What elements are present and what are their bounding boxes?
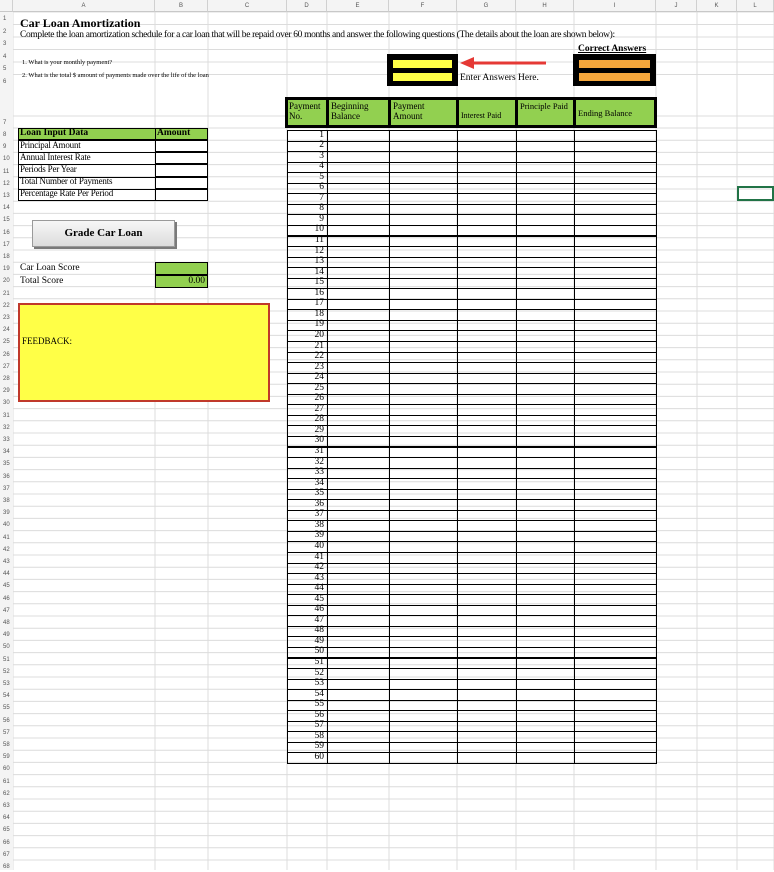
row-header[interactable]: 54: [3, 693, 10, 700]
column-header-b[interactable]: B: [155, 0, 208, 12]
row-header[interactable]: 14: [3, 205, 10, 212]
row-header[interactable]: 38: [3, 498, 10, 504]
question-1: 1. What is your monthly payment?: [22, 59, 113, 66]
payment-number: 16: [314, 287, 324, 298]
payment-number: 25: [314, 382, 324, 393]
row-header[interactable]: 40: [3, 522, 10, 529]
payment-number: 12: [314, 245, 324, 256]
answer-input-1[interactable]: [393, 60, 452, 68]
row-header[interactable]: 4: [3, 53, 7, 60]
payment-number: 37: [314, 509, 324, 520]
payment-number: 51: [314, 657, 324, 667]
payment-number: 42: [314, 562, 324, 573]
row-header[interactable]: 61: [3, 778, 10, 785]
row-header[interactable]: 20: [3, 278, 10, 285]
car-loan-score-cell: [155, 262, 208, 275]
column-header-d[interactable]: D: [287, 0, 327, 12]
loan-input-amount-cell[interactable]: [155, 140, 208, 152]
row-header[interactable]: 63: [3, 803, 10, 809]
schedule-cell[interactable]: [327, 752, 390, 764]
row-header[interactable]: 50: [3, 644, 10, 651]
payment-number: 56: [314, 709, 324, 720]
instructions-text: Complete the loan amortization schedule for a car loan that will be repaid over 60 months and answer the following questions (The details about the loan are shown below):: [20, 30, 615, 40]
payment-number: 34: [314, 477, 324, 488]
payment-number: 15: [314, 277, 324, 288]
loan-input-label: Total Number of Payments: [20, 176, 113, 187]
row-header[interactable]: 18: [3, 254, 10, 260]
column-header-g[interactable]: G: [457, 0, 516, 12]
payment-number: 18: [314, 308, 324, 319]
payment-number: 48: [314, 625, 324, 636]
row-header[interactable]: 16: [3, 229, 10, 236]
column-header-l[interactable]: L: [737, 0, 774, 12]
payment-number: 7: [319, 192, 324, 203]
row-header[interactable]: 64: [3, 815, 10, 822]
row-header[interactable]: 67: [3, 851, 10, 858]
correct-answer-2: [579, 73, 650, 81]
loan-input-row-line: [18, 152, 156, 164]
column-header-i[interactable]: I: [574, 0, 656, 12]
payment-number: 38: [314, 519, 324, 530]
car-loan-score-label: Car Loan Score: [20, 263, 80, 273]
row-header[interactable]: 48: [3, 620, 10, 626]
payment-number: 33: [314, 467, 324, 478]
feedback-label: FEEDBACK:: [22, 336, 73, 346]
row-header[interactable]: 9: [3, 144, 7, 151]
answer-input-2[interactable]: [393, 73, 452, 81]
row-header[interactable]: 11: [3, 168, 10, 175]
row-header[interactable]: 57: [3, 729, 10, 736]
selected-cell[interactable]: [737, 186, 774, 201]
select-all-corner[interactable]: [0, 0, 13, 12]
payment-number: 17: [314, 298, 324, 309]
payment-number: 45: [314, 593, 324, 604]
row-header[interactable]: 59: [3, 754, 10, 761]
row-header[interactable]: 49: [3, 632, 10, 639]
column-header-e[interactable]: E: [327, 0, 389, 12]
row-header[interactable]: 43: [3, 559, 10, 565]
beginning-balance-header: Beginning Balance: [326, 97, 391, 128]
row-header[interactable]: 51: [3, 656, 10, 663]
row-header[interactable]: 27: [3, 363, 10, 370]
payment-number: 43: [314, 572, 324, 583]
row-header[interactable]: 30: [3, 400, 10, 407]
payment-number: 13: [314, 256, 324, 267]
amount-header: Amount: [157, 128, 191, 138]
row-header[interactable]: 26: [3, 351, 10, 358]
row-header[interactable]: 60: [3, 766, 10, 773]
interest-paid-header: Interest Paid: [456, 97, 518, 128]
payment-number: 10: [314, 224, 324, 235]
payment-number: 36: [314, 498, 324, 509]
enter-answers-label: Enter Answers Here.: [460, 73, 539, 83]
payment-number: 52: [314, 667, 324, 678]
payment-number: 55: [314, 699, 324, 710]
loan-input-amount-cell[interactable]: [155, 177, 208, 189]
row-header[interactable]: 52: [3, 668, 10, 675]
row-header[interactable]: 25: [3, 339, 10, 346]
row-header[interactable]: 68: [3, 864, 10, 870]
row-header[interactable]: 3: [3, 41, 7, 47]
row-header[interactable]: 65: [3, 827, 10, 834]
loan-input-amount-cell[interactable]: [155, 189, 208, 201]
column-header-f[interactable]: F: [389, 0, 457, 12]
payment-number: 19: [314, 319, 324, 330]
payment-number: 27: [314, 403, 324, 414]
payment-number: 20: [314, 329, 324, 340]
row-header[interactable]: 33: [3, 437, 10, 443]
loan-input-label: Annual Interest Rate: [20, 151, 91, 162]
row-header[interactable]: 62: [3, 790, 10, 797]
row-header[interactable]: 15: [3, 217, 10, 224]
row-header[interactable]: 44: [3, 571, 10, 578]
row-header[interactable]: 45: [3, 583, 10, 590]
payment-number: 5: [319, 171, 324, 182]
row-header[interactable]: 23: [3, 315, 10, 321]
row-header[interactable]: 22: [3, 302, 10, 309]
row-header[interactable]: 2: [3, 28, 7, 35]
loan-input-row-line: [18, 164, 156, 176]
row-header[interactable]: 29: [3, 388, 10, 395]
row-header[interactable]: 19: [3, 266, 10, 273]
row-header[interactable]: 56: [3, 717, 10, 724]
loan-input-row-line: [18, 177, 156, 189]
total-score-value: 0.00: [188, 276, 205, 286]
column-header-j[interactable]: J: [656, 0, 697, 12]
payment-number: 4: [319, 161, 324, 172]
row-header[interactable]: 41: [3, 534, 10, 541]
row-header[interactable]: 6: [3, 78, 7, 85]
payment-no-header: Payment No.: [285, 97, 329, 128]
payment-number: 24: [314, 372, 324, 383]
column-header-k[interactable]: K: [697, 0, 737, 12]
row-header[interactable]: 5: [3, 66, 7, 72]
payment-number: 23: [314, 361, 324, 372]
row-header[interactable]: 31: [3, 412, 10, 419]
principle-paid-header: Principle Paid: [515, 97, 576, 128]
total-score-label: Total Score: [20, 276, 64, 286]
column-header-h[interactable]: H: [516, 0, 574, 12]
row-header[interactable]: 13: [3, 193, 10, 199]
payment-number: 44: [314, 583, 324, 594]
row-header[interactable]: 1: [3, 16, 7, 22]
loan-input-header: Loan Input Data: [20, 128, 89, 138]
payment-number: 14: [314, 266, 324, 277]
loan-input-label: Periods Per Year: [20, 163, 77, 174]
payment-number: 46: [314, 604, 324, 615]
row-header[interactable]: 28: [3, 376, 10, 382]
row-header[interactable]: 39: [3, 510, 10, 517]
row-header[interactable]: 10: [3, 156, 10, 163]
row-header[interactable]: 47: [3, 607, 10, 614]
payment-number: 29: [314, 424, 324, 435]
payment-number: 39: [314, 530, 324, 541]
row-header[interactable]: 37: [3, 485, 10, 492]
row-header[interactable]: 34: [3, 449, 10, 456]
schedule-cell[interactable]: [574, 752, 657, 764]
payment-number: 35: [314, 488, 324, 499]
answer-box-group: [387, 54, 458, 86]
payment-number: 9: [319, 213, 324, 224]
payment-number: 47: [314, 614, 324, 625]
payment-number: 40: [314, 540, 324, 551]
row-header[interactable]: 46: [3, 595, 10, 602]
payment-number: 6: [319, 182, 324, 193]
sheet-title: Car Loan Amortization: [20, 16, 141, 30]
feedback-box: [18, 303, 270, 402]
arrow-left-icon: [458, 56, 550, 70]
row-header[interactable]: 35: [3, 461, 10, 468]
row-header[interactable]: 17: [3, 241, 10, 248]
payment-number: 58: [314, 730, 324, 741]
column-header-c[interactable]: C: [208, 0, 287, 12]
row-header[interactable]: 24: [3, 327, 10, 334]
schedule-cell[interactable]: [516, 752, 575, 764]
payment-number: 2: [319, 140, 324, 151]
payment-number: 32: [314, 456, 324, 467]
column-header-a[interactable]: A: [13, 0, 155, 12]
row-header[interactable]: 7: [3, 120, 7, 126]
payment-number: 50: [314, 646, 324, 657]
payment-number: 41: [314, 551, 324, 562]
payment-number: 30: [314, 435, 324, 446]
loan-input-label: Principal Amount: [20, 139, 81, 150]
payment-number: 31: [314, 446, 324, 456]
payment-number: 54: [314, 688, 324, 699]
loan-input-row-line: [18, 140, 156, 152]
payment-number: 21: [314, 340, 324, 351]
row-header[interactable]: 8: [3, 132, 7, 138]
ending-balance-header: Ending Balance: [573, 97, 657, 128]
correct-answer-group: [573, 54, 656, 86]
payment-number: 26: [314, 393, 324, 404]
payment-number: 1: [319, 129, 324, 140]
payment-number: 59: [314, 741, 324, 752]
schedule-cell[interactable]: [389, 752, 458, 764]
payment-number: 8: [319, 203, 324, 214]
row-header[interactable]: 21: [3, 290, 10, 297]
row-header[interactable]: 32: [3, 424, 10, 431]
row-header[interactable]: 58: [3, 742, 10, 748]
payment-number: 22: [314, 351, 324, 362]
payment-number: 53: [314, 678, 324, 689]
correct-answers-label: Correct Answers: [578, 44, 647, 54]
row-header[interactable]: 53: [3, 681, 10, 687]
payment-number: 57: [314, 720, 324, 731]
row-header[interactable]: 12: [3, 180, 10, 187]
payment-number: 49: [314, 635, 324, 646]
loan-input-amount-cell[interactable]: [155, 164, 208, 176]
question-2: 2. What is the total $ amount of payments made over the life of the loan: [22, 72, 209, 79]
row-header[interactable]: 55: [3, 705, 10, 712]
row-header[interactable]: 36: [3, 473, 10, 480]
payment-number: 28: [314, 414, 324, 425]
payment-number: 60: [314, 751, 324, 762]
row-header[interactable]: 66: [3, 839, 10, 846]
loan-input-label: Percentage Rate Per Period: [20, 188, 114, 199]
payment-number: 11: [314, 235, 324, 245]
row-header[interactable]: 42: [3, 546, 10, 553]
grade-car-loan-button[interactable]: Grade Car Loan: [32, 220, 175, 247]
payment-amount-header: Payment Amount: [388, 97, 459, 128]
correct-answer-1: [579, 60, 650, 68]
schedule-cell[interactable]: [457, 752, 517, 764]
loan-input-row-line: [18, 189, 156, 201]
payment-number: 3: [319, 150, 324, 161]
loan-input-amount-cell[interactable]: [155, 152, 208, 164]
